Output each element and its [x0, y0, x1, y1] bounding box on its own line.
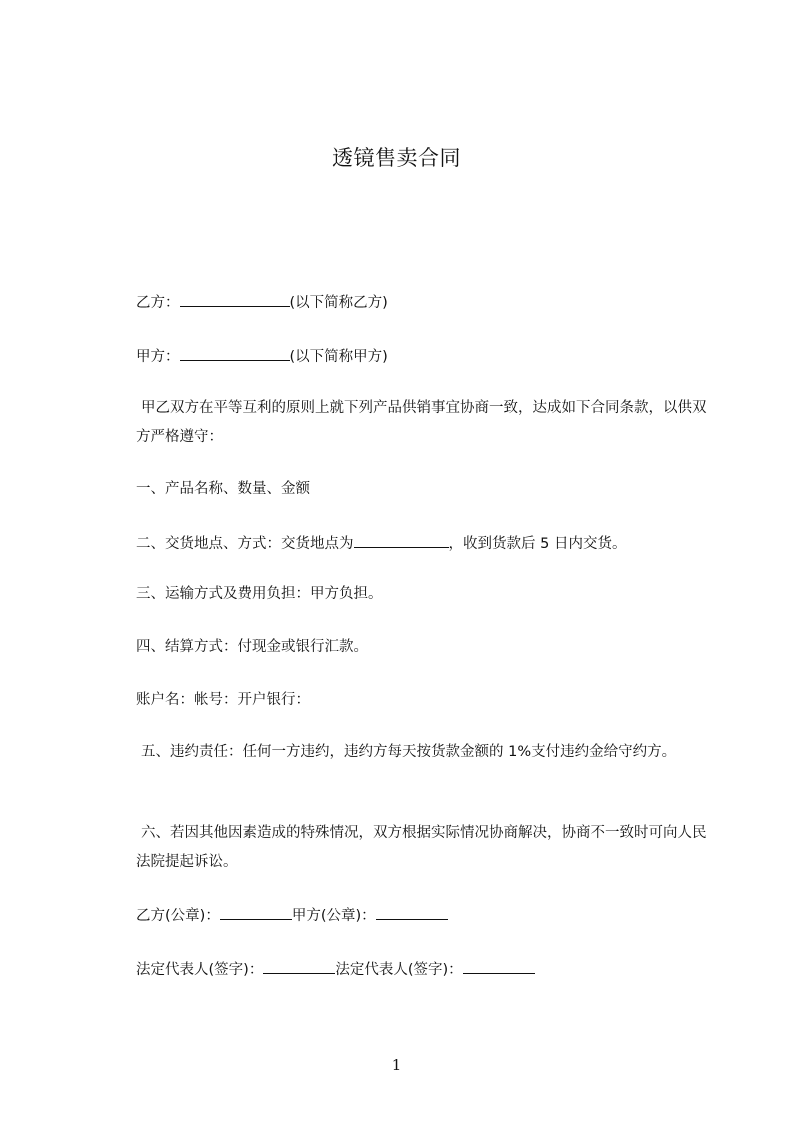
clause-5: 五、违约责任：任何一方违约，违约方每天按货款金额的 1%支付违约金给守约方。 — [141, 744, 677, 760]
party-b-label: 乙方： — [136, 295, 180, 311]
account-line: 账户名：帐号：开户银行： — [136, 692, 310, 708]
party-a-seal-blank — [376, 905, 448, 920]
clause-1: 一、产品名称、数量、金额 — [136, 481, 310, 497]
delivery-location-blank — [354, 533, 449, 548]
party-b-suffix: (以下简称乙方) — [289, 295, 388, 311]
intro-paragraph: 甲乙双方在平等互利的原则上就下列产品供销事宜协商一致，达成如下合同条款，以供双方严格遵守： — [136, 400, 707, 445]
contract-title: 透镜售卖合同 — [332, 146, 461, 170]
clause-6: 六、若因其他因素造成的特殊情况，双方根据实际情况协商解决，协商不一致时可向人民法院提起诉讼。 — [136, 825, 707, 870]
seal-line — [136, 905, 448, 925]
clause-3: 三、运输方式及费用负担：甲方负担。 — [136, 586, 383, 602]
representative-line — [136, 959, 535, 979]
party-a-line — [136, 346, 388, 366]
party-b-seal-label: 乙方(公章)： — [136, 908, 220, 924]
page-number: 1 — [391, 1056, 402, 1074]
clause-2 — [136, 533, 626, 553]
clause-4: 四、结算方式：付现金或银行汇款。 — [136, 639, 368, 655]
party-a-seal-label: 甲方(公章)： — [291, 908, 376, 924]
party-b-line — [136, 292, 388, 312]
party-a-rep-label: 法定代表人(签字)： — [335, 962, 463, 978]
clause-2-suffix: ，收到货款后 5 日内交货。 — [448, 536, 627, 552]
party-a-suffix: (以下简称甲方) — [289, 349, 388, 365]
clause-2-prefix: 二、交货地点、方式：交货地点为 — [136, 536, 354, 552]
party-b-rep-label: 法定代表人(签字)： — [136, 962, 264, 978]
party-a-rep-blank — [463, 959, 535, 974]
party-b-seal-blank — [220, 905, 292, 920]
party-a-blank — [180, 346, 290, 361]
party-b-blank — [180, 292, 290, 307]
party-a-label: 甲方： — [136, 349, 180, 365]
party-b-rep-blank — [263, 959, 335, 974]
